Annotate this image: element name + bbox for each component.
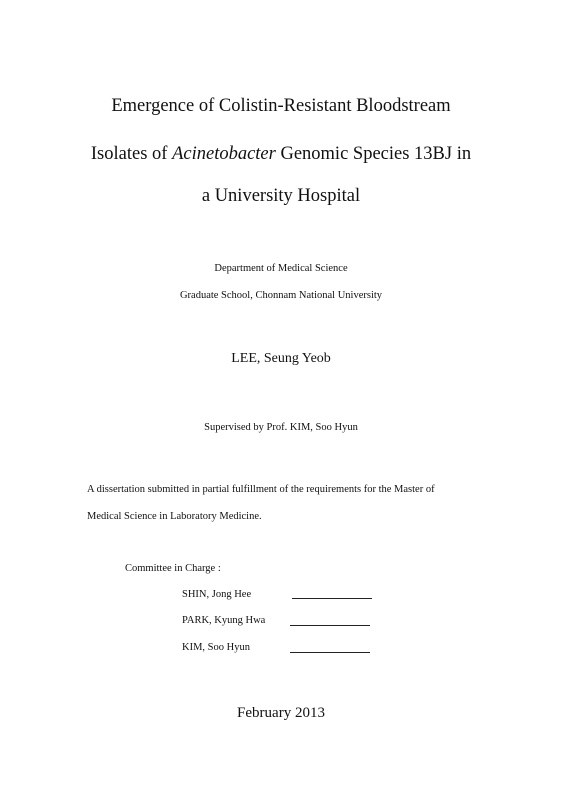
department-text: Department of Medical Science xyxy=(214,263,348,274)
committee-member-1: SHIN, Jong Hee xyxy=(182,589,252,600)
title-genus-italic: Acinetobacter xyxy=(172,144,276,164)
signature-line-2 xyxy=(290,625,370,626)
title-line-3: a University Hospital xyxy=(201,186,361,206)
submission-date: February 2013 xyxy=(237,705,325,721)
title-line-2-end: Genomic Species 13BJ in xyxy=(275,144,472,164)
submission-line-2: Medical Science in Laboratory Medicine. xyxy=(87,511,262,522)
signature-line-3 xyxy=(290,652,370,653)
committee-member-2: PARK, Kyung Hwa xyxy=(182,615,266,626)
school-text: Graduate School, Chonnam National University xyxy=(179,290,383,301)
title-line-2 xyxy=(0,143,562,165)
submission-line-1: A dissertation submitted in partial fulfillment of the requirements for the Master of xyxy=(87,484,435,495)
supervisor-text: Supervised by Prof. KIM, Soo Hyun xyxy=(204,422,358,433)
signature-line-1 xyxy=(292,598,372,599)
author-name: LEE, Seung Yeob xyxy=(231,351,331,366)
title-line-2-start: Isolates of xyxy=(90,144,173,164)
committee-heading: Committee in Charge : xyxy=(125,563,221,574)
title-line-1: Emergence of Colistin-Resistant Bloodstream xyxy=(111,96,451,116)
committee-member-3: KIM, Soo Hyun xyxy=(182,642,250,653)
